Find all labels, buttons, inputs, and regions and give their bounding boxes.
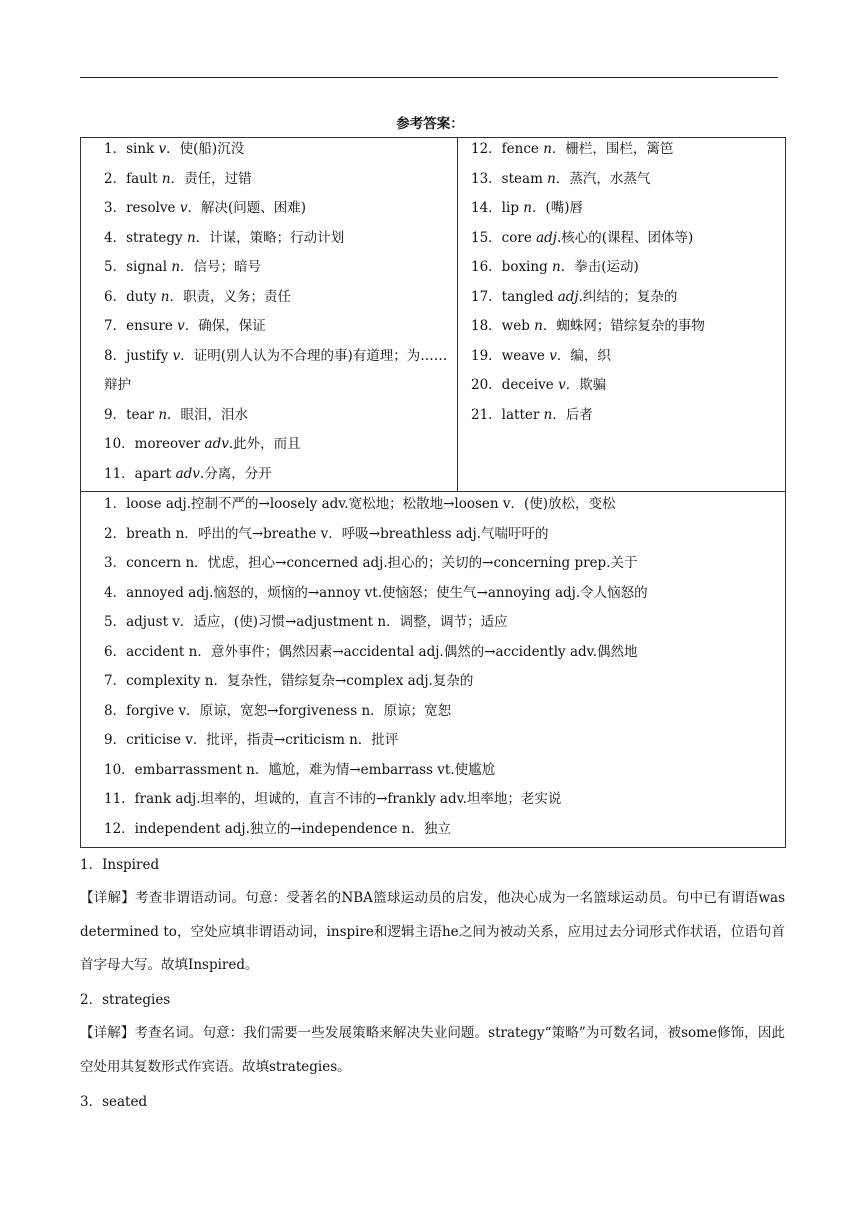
table-2-row: 11．frank adj.坦率的，坦诚的，直言不讳的→frankly adv.坦率地；老实说 (104, 791, 562, 807)
table-2-row: 8．forgive v．原谅，宽恕→forgiveness n．原谅；宽恕 (104, 702, 452, 719)
word: 6．duty (104, 288, 157, 305)
part-of-speech: v (158, 141, 167, 157)
part-of-speech: n (158, 406, 168, 423)
meaning: ．眼泪，泪水 (167, 406, 249, 423)
table-1-right-row (471, 346, 611, 366)
table-1-right-row (471, 405, 593, 425)
word: 15．core (471, 229, 532, 246)
meaning: .此外，而且 (228, 436, 301, 452)
word: 1．sink (104, 141, 155, 157)
meaning: ．栅栏，围栏，篱笆 (551, 141, 674, 157)
table-2-row: 6．accident n．意外事件；偶然因素→accidental adj.偶然的→accidently adv.偶然地 (104, 643, 638, 660)
meaning: ．解决(问题、困难) (187, 200, 307, 216)
table-1-right-row (471, 198, 583, 218)
table-1-left-row (104, 405, 248, 425)
part-of-speech: n (160, 288, 170, 305)
part-of-speech: n (523, 200, 532, 216)
word: 10．moreover (104, 436, 201, 452)
part-of-speech: v (549, 347, 557, 364)
table-2-row: 5．adjust v．适应，(使)习惯→adjustment n．调整，调节；适应 (104, 614, 508, 630)
word: 20．deceive (471, 377, 554, 393)
meaning: ．编，织 (556, 347, 611, 364)
meaning: ．确保，保证 (184, 318, 266, 334)
table-1-right-row (471, 375, 606, 395)
meaning: ．(嘴)唇 (531, 200, 584, 216)
table-2-row: 12．independent adj.独立的→independence n．独立 (104, 820, 451, 837)
word: 14．lip (471, 200, 519, 216)
table-1-left-row (104, 316, 266, 336)
table-1-right-row (471, 169, 650, 189)
part-of-speech: adv (204, 436, 229, 452)
part-of-speech: n (186, 229, 196, 246)
meaning: .核心的(课程、团体等) (557, 229, 694, 246)
table-1-left-row (104, 464, 272, 484)
part-of-speech: v (172, 347, 181, 364)
part-of-speech: v (177, 318, 185, 334)
meaning: .纠结的；复杂的 (578, 288, 678, 305)
meaning: ．证明(别人认为不合理的事)有道理；为…… (180, 347, 448, 364)
part-of-speech: n (161, 170, 171, 187)
meaning: ．欺骗 (565, 377, 607, 393)
table-2-row: 1．loose adj.控制不严的→loosely adv.宽松地；松散地→loosen v．(使)放松，变松 (104, 496, 616, 512)
part-of-speech: n (552, 259, 561, 275)
page-title: 参考答案： (396, 116, 464, 132)
meaning: ．信号；暗号 (180, 259, 262, 275)
word: 18．web (471, 318, 530, 334)
table-1-left-row (104, 139, 244, 159)
word: 3．resolve (104, 200, 176, 216)
part-of-speech: n (543, 141, 552, 157)
part-of-speech: n (547, 170, 556, 187)
word: 12．fence (471, 141, 539, 157)
table-2-row: 10．embarrassment n．尴尬，难为情→embarrass vt.使尴尬 (104, 761, 496, 778)
meaning: .分离，分开 (199, 465, 272, 482)
part-of-speech: n (543, 406, 553, 423)
table-2-row: 3．concern n．忧虑，担心→concerned adj.担心的；关切的→concerning prep.关于 (104, 555, 638, 571)
table-1-right-row (471, 139, 673, 159)
meaning: ．计谋，策略；行动计划 (195, 229, 345, 246)
table-1-left-row (104, 375, 131, 395)
answer-3-label: 3．seated (80, 1094, 148, 1110)
table-2-row: 4．annoyed adj.恼怒的，烦恼的→annoy vt.使恼怒；使生气→annoying adj.令人恼怒的 (104, 584, 648, 601)
word: 11．apart (104, 465, 172, 482)
table-1-left-row (104, 228, 344, 248)
table-1-left-row (104, 287, 291, 307)
word: 8．justify (104, 347, 169, 364)
answer-2-label: 2．strategies (80, 992, 171, 1008)
word: 辩护 (104, 377, 131, 393)
meaning: ．职责，义务；责任 (169, 288, 291, 305)
word: 4．strategy (104, 229, 183, 246)
word: 19．weave (471, 347, 545, 364)
word: 5．signal (104, 259, 168, 275)
table-1-right-row (471, 287, 677, 307)
answer-1-detail: 【详解】考查非谓语动词。句意：受著名的NBA篮球运动员的启发，他决心成为一名篮球运动员。句中已有谓语was determined to，空处应填非谓语动词，inspire和逻辑主语he之间为被动关系，应用过去分词形式作状语，位语句首首字母大写。故填Inspired。 (80, 890, 785, 974)
table-1-left-row (104, 346, 447, 366)
part-of-speech: v (179, 200, 188, 216)
word: 21．latter (471, 406, 540, 423)
table-1-left-row (104, 169, 252, 189)
part-of-speech: adv (175, 465, 200, 482)
part-of-speech: n (534, 318, 543, 334)
part-of-speech: v (558, 377, 566, 393)
table-2-row: 2．breath n．呼出的气→breathe v．呼吸→breathless adj.气喘吁吁的 (104, 525, 549, 542)
meaning: ．使(船)沉没 (166, 141, 245, 157)
meaning: ．蜘蛛网；错综复杂的事物 (542, 318, 705, 334)
table-1-left-row (104, 198, 306, 218)
word: 16．boxing (471, 259, 548, 275)
word: 2．fault (104, 170, 158, 187)
meaning: ．蒸汽，水蒸气 (555, 170, 651, 187)
word: 9．tear (104, 406, 155, 423)
word: 17．tangled (471, 288, 554, 305)
table-1-left-row (104, 434, 301, 454)
meaning: ．后者 (552, 406, 593, 423)
answer-2-detail: 【详解】考查名词。句意：我们需要一些发展策略来解决失业问题。strategy“策略”为可数名词，被some修饰，因此空处用其复数形式作宾语。故填strategies。 (80, 1025, 785, 1075)
word: 7．ensure (104, 318, 173, 334)
table-1-right-row (471, 316, 705, 336)
table-1-right-row (471, 228, 693, 248)
table-1-divider (457, 137, 458, 492)
answer-1-label: 1．Inspired (80, 857, 160, 873)
meaning: ．责任，过错 (170, 170, 252, 187)
table-2-row: 9．criticise v．批评，指责→criticism n．批评 (104, 732, 399, 748)
header-rule (80, 77, 778, 78)
table-2-row: 7．complexity n．复杂性，错综复杂→complex adj.复杂的 (104, 673, 474, 689)
table-1-right-row (471, 257, 639, 277)
part-of-speech: adj (536, 229, 557, 246)
part-of-speech: n (171, 259, 181, 275)
meaning: ．拳击(运动) (560, 259, 639, 275)
table-1-left-row (104, 257, 261, 277)
word: 13．steam (471, 170, 543, 187)
part-of-speech: adj (557, 288, 579, 305)
